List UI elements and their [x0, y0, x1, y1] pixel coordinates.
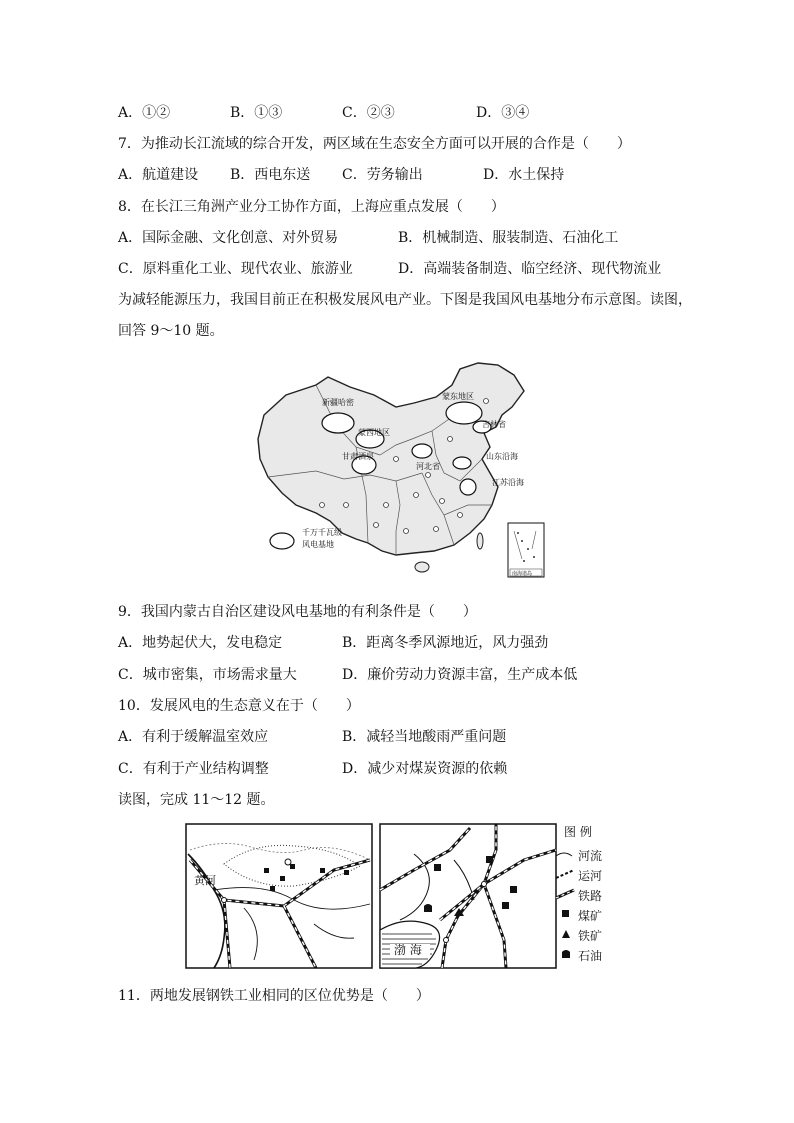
label-shandong: 山东沿海	[486, 452, 518, 461]
q9-option-b: B．距离冬季风源地近，风力强劲	[342, 635, 549, 651]
label-gansu: 甘肃酒泉	[342, 452, 374, 461]
legend-river: 河流	[578, 849, 603, 863]
label-yellow-river: 黄河	[194, 874, 216, 887]
regional-maps	[184, 820, 616, 972]
q9-stem: 9．我国内蒙古自治区建设风电基地的有利条件是（ ）	[118, 604, 477, 620]
q8-option-b: B．机械制造、服装制造、石油化工	[398, 230, 619, 246]
left-map-frame	[186, 824, 372, 968]
q9-option-a: A．地势起伏大，发电稳定	[118, 635, 283, 651]
q7-option-b: B．西电东送	[230, 167, 311, 183]
intro-9-10-line-2: 回答 9～10 题。	[118, 323, 224, 339]
q11-stem: 11．两地发展钢铁工业相同的区位优势是（ ）	[118, 988, 430, 1004]
q6-option-b: B．①③	[230, 105, 283, 121]
q9-option-c: C．城市密集，市场需求量大	[118, 667, 297, 683]
base-xinjiang-hami	[322, 413, 354, 433]
label-mengxi: 蒙西地区	[358, 428, 390, 437]
legend-oval	[270, 533, 294, 549]
q6-option-c: C．②③	[342, 105, 395, 121]
q7-option-c: C．劳务输出	[342, 167, 423, 183]
china-wind-base-map	[246, 355, 548, 587]
q7-stem: 7．为推动长江流域的综合开发，两区域在生态安全方面可以开展的合作是（ ）	[118, 136, 631, 152]
label-jilin: 吉林省	[482, 420, 506, 429]
q8-option-d: D．高端装备制造、临空经济、现代物流业	[398, 261, 662, 277]
label-bohai: 渤 海	[394, 943, 422, 957]
china-outline	[258, 363, 524, 555]
q10-option-d: D．减少对煤炭资源的依赖	[342, 761, 508, 777]
q9-option-d: D．廉价劳动力资源丰富，生产成本低	[342, 667, 578, 683]
label-xinjiang-hami: 新疆哈密	[322, 398, 354, 407]
legend-text-2: 风电基地	[302, 540, 334, 549]
q10-option-b: B．减轻当地酸雨严重问题	[342, 729, 507, 745]
legend-text-1: 千万千瓦级	[302, 528, 342, 537]
intro-9-10-line-1: 为减轻能源压力，我国目前正在积极发展风电产业。下图是我国风电基地分布示意图。读图，	[118, 292, 692, 308]
legend-iron: 铁矿	[578, 929, 603, 943]
label-hebei: 河北省	[416, 462, 440, 471]
legend-canal: 运河	[578, 869, 603, 883]
q10-option-c: C．有利于产业结构调整	[118, 761, 269, 777]
q8-option-a: A．国际金融、文化创意、对外贸易	[118, 230, 339, 246]
base-shandong	[453, 457, 471, 469]
q8-option-c: C．原料重化工业、现代农业、旅游业	[118, 261, 353, 277]
legend-railway: 铁路	[578, 889, 603, 903]
q10-stem: 10．发展风电的生态意义在于（ ）	[118, 698, 360, 714]
intro-11-12: 读图，完成 11～12 题。	[118, 792, 275, 808]
inset-label: 南海诸岛	[512, 571, 533, 577]
legend-coal: 煤矿	[578, 909, 603, 923]
base-hebei	[412, 444, 432, 458]
label-jiangsu: 江苏沿海	[492, 478, 524, 487]
legend-title: 图 例	[564, 825, 592, 839]
legend-oil: 石油	[578, 949, 603, 963]
label-mengdong: 蒙东地区	[442, 392, 474, 401]
q8-stem: 8．在长江三角洲产业分工协作方面，上海应重点发展（ ）	[118, 199, 505, 215]
q7-option-d: D．水土保持	[483, 167, 565, 183]
q10-option-a: A．有利于缓解温室效应	[118, 729, 269, 745]
base-mengdong	[446, 402, 482, 424]
q6-option-d: D．③④	[476, 105, 530, 121]
base-jiangsu	[460, 479, 476, 495]
q7-option-a: A．航道建设	[118, 167, 199, 183]
q6-option-a: A．①②	[118, 105, 171, 121]
